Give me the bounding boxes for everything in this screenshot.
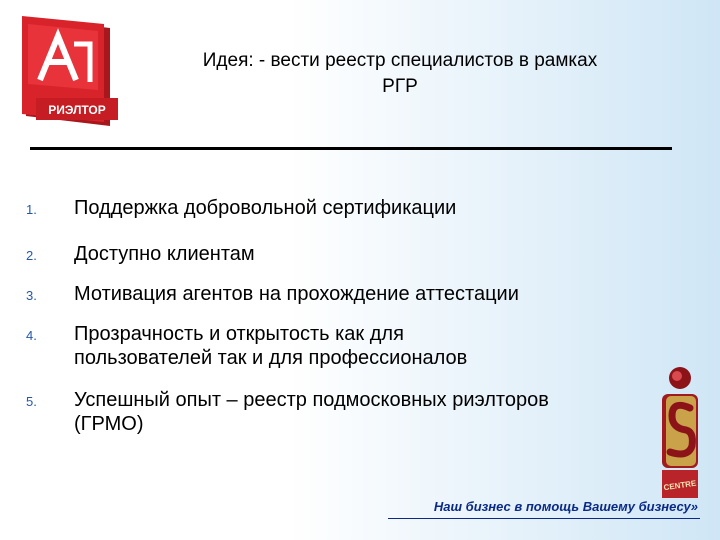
item-number: 1. [26, 202, 37, 217]
item-text: Успешный опыт – реестр подмосковных риэлторов (ГРМО) [74, 389, 549, 435]
rgr-realtor-logo [18, 14, 118, 132]
item-number: 4. [26, 328, 37, 343]
badge-text: CENTRE [663, 478, 697, 493]
logo-text: РИЭЛТОР [48, 103, 106, 117]
s-centre-badge [652, 366, 708, 502]
item-text: Мотивация агентов на прохождение аттестации [74, 283, 519, 305]
item-text: Прозрачность и открытость как для пользователей так и для профессионалов [74, 323, 468, 369]
title-divider [30, 147, 672, 150]
slogan-underline [388, 518, 700, 519]
page-title: Идея: - вести реестр специалистов в рамках РГР [202, 50, 598, 97]
item-number: 5. [26, 394, 37, 409]
item-text: Поддержка добровольной сертификации [74, 197, 457, 219]
item-text: Доступно клиентам [74, 243, 255, 265]
slogan: Наш бизнес в помощь Вашему бизнесу» [433, 499, 698, 514]
item-number: 2. [26, 248, 37, 263]
item-number: 3. [26, 288, 37, 303]
